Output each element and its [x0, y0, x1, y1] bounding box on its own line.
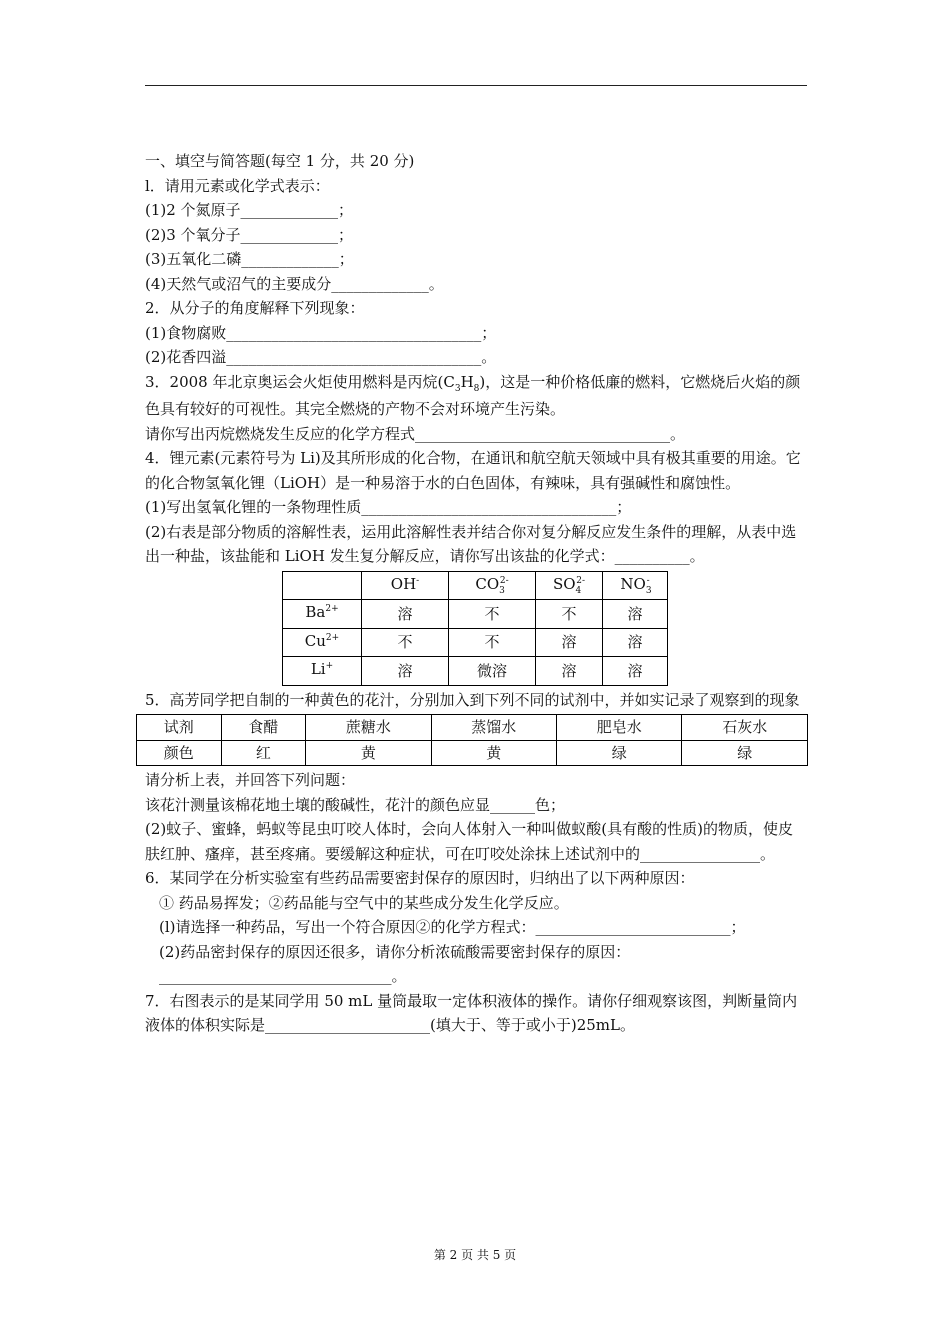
- q7-text: 7．右图表示的是某同学用 50 mL 量筒最取一定体积液体的操作。请你仔细观察该图，判断量筒内液体的体积实际是______________________(填大于、等于或小于)25mL。: [145, 991, 798, 1034]
- table-cell: 红: [221, 740, 306, 766]
- table-cell: 溶: [362, 600, 449, 629]
- header-rule: [145, 85, 807, 86]
- q4-part-1: (1)写出氢氧化锂的一条物理性质__________________________________；: [145, 498, 632, 516]
- q6-part-2: (2)药品密封保存的原因还很多，请你分析浓硫酸需要密封保存的原因：_______________________________。: [159, 942, 631, 985]
- table-cell: 不: [449, 600, 536, 629]
- section-title: 一、填空与简答题(每空 1 分，共 20 分): [145, 152, 415, 170]
- q5-after-3: (2)蚊子、蜜蜂，蚂蚁等昆虫叮咬人体时，会向人体射入一种叫做蚁酸(具有酸的性质)的物质，使皮肤红肿、瘙痒，甚至疼痛。要缓解这种症状，可在叮咬处涂抹上述试剂中的________________。: [145, 820, 793, 863]
- q3-para: 3．2008 年北京奥运会火炬使用燃料是丙烷$(C_3H_8)$，这是一种价格低廉的燃料，它燃烧后火焰的颜色具有较好的可视性。其完全燃烧的产物不会对环境产生污染。: [145, 372, 801, 418]
- q6-part-1: (l)请选择一种药品，写出一个符合原因②的化学方程式：__________________________；: [159, 918, 746, 936]
- table-cell: 不: [536, 600, 603, 629]
- table-cell: 食醋: [221, 715, 306, 741]
- table-row: [283, 571, 668, 600]
- table-cell: [283, 571, 362, 600]
- table-cell: $SO_4^{2-}$: [536, 571, 603, 600]
- q4-para: 4．锂元素(元素符号为 Li)及其所形成的化合物，在通讯和航空航天领域中具有极其重要的用途。它的化合物氢氧化锂（LiOH）是一种易溶于水的白色固体，有辣味，具有强碱性和腐蚀性。: [145, 449, 801, 492]
- q4-part-2: (2)右表是部分物质的溶解性表，运用此溶解性表并结合你对复分解反应发生条件的理解，从表中选出一种盐，该盐能和 LiOH 发生复分解反应，请你写出该盐的化学式：__________。: [145, 522, 797, 565]
- table-cell: 溶: [603, 657, 668, 686]
- table-cell: 不: [362, 628, 449, 657]
- table-row: [283, 628, 668, 657]
- table-cell: $CO_3^{2-}$: [449, 571, 536, 600]
- table-cell: 不: [449, 628, 536, 657]
- color-table: [136, 714, 808, 766]
- table-cell: 溶: [362, 657, 449, 686]
- q1-item-3: (3)五氧化二磷_____________；: [145, 250, 354, 268]
- table-row: [137, 740, 808, 766]
- table-cell: 试剂: [137, 715, 222, 741]
- table-cell: 溶: [536, 657, 603, 686]
- table-cell: 蔗糖水: [306, 715, 431, 741]
- table-cell: OH-: [362, 571, 449, 600]
- q1-stem: l．请用元素或化学式表示：: [145, 176, 330, 195]
- q3-equation-prompt: 请你写出丙烷燃烧发生反应的化学方程式__________________________________。: [145, 424, 686, 443]
- solubility-table: [282, 571, 668, 686]
- q1-item-1: (1)2 个氮原子_____________；: [145, 201, 354, 219]
- q2-item-1: (1)食物腐败__________________________________；: [145, 323, 497, 342]
- table-cell: Li+: [283, 657, 362, 686]
- table-cell: 溶: [603, 600, 668, 629]
- table-cell: 石灰水: [682, 715, 808, 741]
- q5-stem: 5．高芳同学把自制的一种黄色的花汁，分别加入到下列不同的试剂中，并如实记录了观察到的现象: [145, 690, 800, 709]
- table-cell: $Cu^{2+}$: [283, 628, 362, 657]
- table-cell: 颜色: [137, 740, 222, 766]
- table-row: [283, 600, 668, 629]
- table-cell: 微溶: [449, 657, 536, 686]
- table-cell: 溶: [536, 628, 603, 657]
- q5-after-2: 该花汁测量该棉花地土壤的酸碱性，花汁的颜色应显______色；: [145, 795, 566, 814]
- q2-stem: 2．从分子的角度解释下列现象：: [145, 299, 365, 317]
- table-cell: $Ba^{2+}$: [283, 600, 362, 629]
- table-cell: 溶: [603, 628, 668, 657]
- table-row: [283, 657, 668, 686]
- table-cell: 肥皂水: [557, 715, 682, 741]
- q6-stem: 6．某同学在分析实验室有些药品需要密封保存的原因时，归纳出了以下两种原因：: [145, 869, 695, 887]
- exam-content: [145, 149, 807, 1038]
- table-cell: 绿: [682, 740, 808, 766]
- table-row: [137, 715, 808, 741]
- q1-item-4: (4)天然气或沼气的主要成分_____________。: [145, 274, 444, 293]
- table-cell: 绿: [557, 740, 682, 766]
- table-cell: 蒸馏水: [431, 715, 556, 741]
- table-cell: 黄: [306, 740, 431, 766]
- table-cell: $NO_3^-$: [603, 571, 668, 600]
- q6-reasons: ① 药品易挥发；②药品能与空气中的某些成分发生化学反应。: [159, 893, 569, 912]
- table-cell: 黄: [431, 740, 556, 766]
- q1-item-2: (2)3 个氧分子_____________；: [145, 225, 354, 244]
- q5-after-1: 请分析上表，并回答下列问题：: [145, 771, 356, 789]
- q2-item-2: (2)花香四溢__________________________________。: [145, 348, 497, 366]
- page-footer: 第 2 页 共 5 页: [433, 1248, 517, 1262]
